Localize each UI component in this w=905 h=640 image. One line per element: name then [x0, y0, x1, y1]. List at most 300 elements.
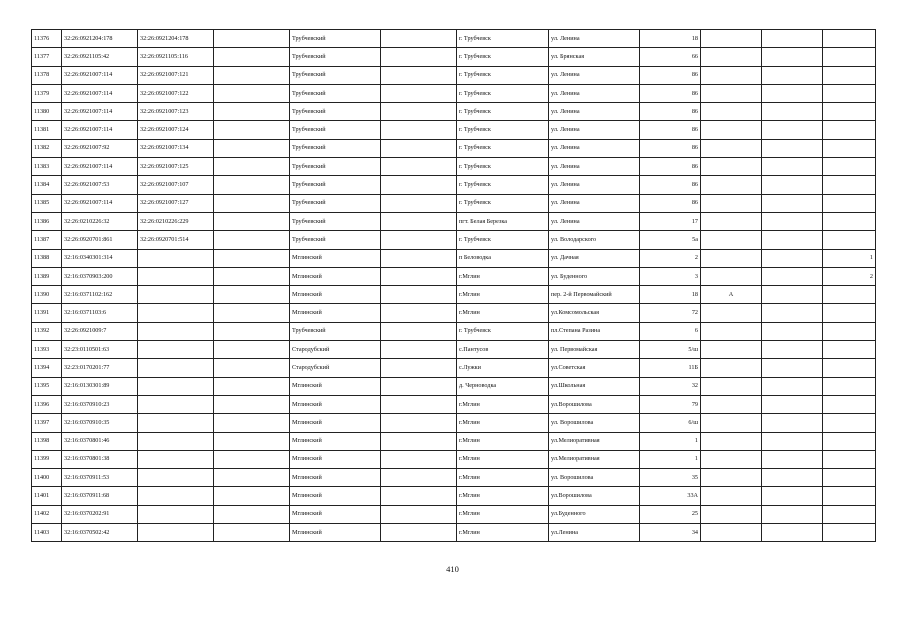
district-cell: Мглинский [290, 286, 381, 304]
building-cadastral-number-cell [138, 487, 214, 505]
blank-cell-cell [214, 377, 290, 395]
blank-cell-cell [762, 377, 823, 395]
blank-cell-cell [381, 249, 457, 267]
locality-cell: г. Трубчевск [457, 322, 549, 340]
row-number-cell: 11390 [32, 286, 62, 304]
house-number-cell: 86 [640, 66, 701, 84]
building-letter-cell [701, 414, 762, 432]
blank-cell-cell [762, 48, 823, 66]
row-number-cell: 11403 [32, 524, 62, 542]
district-cell: Трубчевский [290, 158, 381, 176]
apartment-number-cell [823, 450, 876, 468]
blank-cell-cell [381, 304, 457, 322]
apartment-number-cell [823, 194, 876, 212]
house-number-cell: 18 [640, 286, 701, 304]
blank-cell-cell [214, 194, 290, 212]
blank-cell-cell [214, 212, 290, 230]
apartment-number-cell [823, 322, 876, 340]
building-letter-cell [701, 395, 762, 413]
locality-cell: п Беловодка [457, 249, 549, 267]
district-cell: Трубчевский [290, 231, 381, 249]
table-row [32, 432, 876, 450]
blank-cell-cell [381, 341, 457, 359]
street-cell: ул. Ворошилова [549, 469, 640, 487]
street-cell: ул.Ворошилова [549, 487, 640, 505]
blank-cell-cell [381, 505, 457, 523]
building-cadastral-number-cell [138, 304, 214, 322]
district-cell: Стародубский [290, 359, 381, 377]
locality-cell: г. Трубчевск [457, 194, 549, 212]
blank-cell-cell [214, 176, 290, 194]
cadastral-number-cell: 32:26:0210226:32 [62, 212, 138, 230]
building-cadastral-number-cell: 32:26:0210226:229 [138, 212, 214, 230]
row-number-cell: 11376 [32, 30, 62, 48]
row-number-cell: 11380 [32, 103, 62, 121]
blank-cell-cell [214, 30, 290, 48]
district-cell: Мглинский [290, 377, 381, 395]
street-cell: ул. Дачная [549, 249, 640, 267]
row-number-cell: 11389 [32, 267, 62, 285]
district-cell: Мглинский [290, 487, 381, 505]
apartment-number-cell: 2 [823, 267, 876, 285]
cadastral-number-cell: 32:16:0370801:46 [62, 432, 138, 450]
street-cell: ул. Ленина [549, 158, 640, 176]
street-cell: ул.Школьная [549, 377, 640, 395]
house-number-cell: 86 [640, 103, 701, 121]
building-cadastral-number-cell: 32:26:0921007:123 [138, 103, 214, 121]
building-letter-cell [701, 176, 762, 194]
row-number-cell: 11394 [32, 359, 62, 377]
building-cadastral-number-cell [138, 469, 214, 487]
row-number-cell: 11378 [32, 66, 62, 84]
district-cell: Мглинский [290, 249, 381, 267]
table-row [32, 158, 876, 176]
blank-cell-cell [762, 194, 823, 212]
apartment-number-cell [823, 212, 876, 230]
street-cell: ул. Ленина [549, 30, 640, 48]
district-cell: Мглинский [290, 469, 381, 487]
blank-cell-cell [762, 139, 823, 157]
cadastral-number-cell: 32:26:0921007:114 [62, 84, 138, 102]
locality-cell: г. Трубчевск [457, 139, 549, 157]
building-cadastral-number-cell [138, 414, 214, 432]
street-cell: ул. Первомайская [549, 341, 640, 359]
street-cell: пл.Степана Разина [549, 322, 640, 340]
district-cell: Трубчевский [290, 121, 381, 139]
house-number-cell: 33А [640, 487, 701, 505]
district-cell: Мглинский [290, 432, 381, 450]
street-cell: пер. 2-й Первомайский [549, 286, 640, 304]
locality-cell: г.Мглин [457, 304, 549, 322]
building-letter-cell [701, 359, 762, 377]
table-row [32, 450, 876, 468]
building-cadastral-number-cell: 32:26:0921105:116 [138, 48, 214, 66]
cadastral-number-cell: 32:16:0340301:314 [62, 249, 138, 267]
blank-cell-cell [762, 212, 823, 230]
blank-cell-cell [762, 249, 823, 267]
house-number-cell: 34 [640, 524, 701, 542]
house-number-cell: 86 [640, 176, 701, 194]
house-number-cell: 1 [640, 450, 701, 468]
district-cell: Мглинский [290, 304, 381, 322]
apartment-number-cell [823, 341, 876, 359]
apartment-number-cell [823, 469, 876, 487]
house-number-cell: 86 [640, 158, 701, 176]
blank-cell-cell [214, 359, 290, 377]
cadastral-number-cell: 32:16:0371103:6 [62, 304, 138, 322]
blank-cell-cell [762, 524, 823, 542]
apartment-number-cell [823, 414, 876, 432]
blank-cell-cell [381, 359, 457, 377]
blank-cell-cell [381, 194, 457, 212]
blank-cell-cell [762, 304, 823, 322]
district-cell: Трубчевский [290, 103, 381, 121]
table-row [32, 377, 876, 395]
district-cell: Трубчевский [290, 30, 381, 48]
row-number-cell: 11386 [32, 212, 62, 230]
table-row [32, 121, 876, 139]
building-letter-cell: А [701, 286, 762, 304]
blank-cell-cell [762, 341, 823, 359]
blank-cell-cell [214, 414, 290, 432]
building-cadastral-number-cell: 32:26:0921007:121 [138, 66, 214, 84]
house-number-cell: 86 [640, 121, 701, 139]
locality-cell: г.Мглин [457, 414, 549, 432]
table-row [32, 103, 876, 121]
blank-cell-cell [762, 103, 823, 121]
blank-cell-cell [762, 267, 823, 285]
locality-cell: г.Мглин [457, 487, 549, 505]
locality-cell: г. Трубчевск [457, 231, 549, 249]
row-number-cell: 11388 [32, 249, 62, 267]
blank-cell-cell [214, 66, 290, 84]
row-number-cell: 11392 [32, 322, 62, 340]
house-number-cell: 1 [640, 432, 701, 450]
building-cadastral-number-cell: 32:26:0921007:127 [138, 194, 214, 212]
apartment-number-cell: 1 [823, 249, 876, 267]
table-row [32, 414, 876, 432]
street-cell: ул. Ленина [549, 121, 640, 139]
cadastral-number-cell: 32:23:0170201:77 [62, 359, 138, 377]
blank-cell-cell [214, 432, 290, 450]
building-cadastral-number-cell [138, 377, 214, 395]
blank-cell-cell [214, 267, 290, 285]
blank-cell-cell [381, 103, 457, 121]
house-number-cell: 2 [640, 249, 701, 267]
apartment-number-cell [823, 395, 876, 413]
locality-cell: г.Мглин [457, 450, 549, 468]
blank-cell-cell [762, 395, 823, 413]
blank-cell-cell [381, 322, 457, 340]
blank-cell-cell [381, 414, 457, 432]
page-number: 410 [446, 564, 459, 574]
building-letter-cell [701, 469, 762, 487]
street-cell: ул. Ленина [549, 139, 640, 157]
cadastral-number-cell: 32:26:0921007:114 [62, 103, 138, 121]
house-number-cell: 3 [640, 267, 701, 285]
blank-cell-cell [214, 103, 290, 121]
row-number-cell: 11391 [32, 304, 62, 322]
district-cell: Трубчевский [290, 66, 381, 84]
district-cell: Мглинский [290, 505, 381, 523]
house-number-cell: 6/ш [640, 414, 701, 432]
row-number-cell: 11387 [32, 231, 62, 249]
table-row [32, 249, 876, 267]
apartment-number-cell [823, 377, 876, 395]
table-row [32, 231, 876, 249]
building-cadastral-number-cell: 32:26:0921007:134 [138, 139, 214, 157]
blank-cell-cell [381, 524, 457, 542]
building-letter-cell [701, 524, 762, 542]
district-cell: Мглинский [290, 450, 381, 468]
building-cadastral-number-cell [138, 432, 214, 450]
locality-cell: г.Мглин [457, 395, 549, 413]
table-row [32, 286, 876, 304]
blank-cell-cell [214, 524, 290, 542]
house-number-cell: 72 [640, 304, 701, 322]
blank-cell-cell [214, 469, 290, 487]
row-number-cell: 11402 [32, 505, 62, 523]
cadastral-number-cell: 32:16:0370202:91 [62, 505, 138, 523]
cadastral-number-cell: 32:16:0370910:35 [62, 414, 138, 432]
street-cell: ул.Ворошилова [549, 395, 640, 413]
district-cell: Трубчевский [290, 176, 381, 194]
building-cadastral-number-cell: 32:26:0921007:124 [138, 121, 214, 139]
building-letter-cell [701, 377, 762, 395]
row-number-cell: 11399 [32, 450, 62, 468]
blank-cell-cell [762, 84, 823, 102]
table-row [32, 524, 876, 542]
building-letter-cell [701, 322, 762, 340]
street-cell: ул. Буденного [549, 267, 640, 285]
building-letter-cell [701, 505, 762, 523]
district-cell: Трубчевский [290, 322, 381, 340]
house-number-cell: 5/ш [640, 341, 701, 359]
cadastral-number-cell: 32:26:0921007:114 [62, 66, 138, 84]
apartment-number-cell [823, 505, 876, 523]
district-cell: Мглинский [290, 267, 381, 285]
table-row [32, 505, 876, 523]
house-number-cell: 35 [640, 469, 701, 487]
cadastral-number-cell: 32:26:0921007:92 [62, 139, 138, 157]
blank-cell-cell [381, 432, 457, 450]
building-cadastral-number-cell [138, 249, 214, 267]
house-number-cell: 32 [640, 377, 701, 395]
blank-cell-cell [214, 304, 290, 322]
street-cell: ул. Ленина [549, 212, 640, 230]
district-cell: Трубчевский [290, 194, 381, 212]
table-row [32, 194, 876, 212]
blank-cell-cell [762, 158, 823, 176]
row-number-cell: 11400 [32, 469, 62, 487]
blank-cell-cell [381, 66, 457, 84]
table-row [32, 267, 876, 285]
table-row [32, 395, 876, 413]
locality-cell: г.Мглин [457, 469, 549, 487]
building-cadastral-number-cell: 32:26:0921007:107 [138, 176, 214, 194]
apartment-number-cell [823, 432, 876, 450]
cadastral-number-cell: 32:16:0370903:200 [62, 267, 138, 285]
blank-cell-cell [762, 121, 823, 139]
building-letter-cell [701, 66, 762, 84]
street-cell: ул. Брянская [549, 48, 640, 66]
district-cell: Мглинский [290, 395, 381, 413]
building-letter-cell [701, 30, 762, 48]
building-letter-cell [701, 267, 762, 285]
blank-cell-cell [381, 212, 457, 230]
row-number-cell: 11401 [32, 487, 62, 505]
blank-cell-cell [381, 395, 457, 413]
cadastral-number-cell: 32:23:0110501:63 [62, 341, 138, 359]
locality-cell: г. Трубчевск [457, 176, 549, 194]
row-number-cell: 11384 [32, 176, 62, 194]
district-cell: Трубчевский [290, 48, 381, 66]
street-cell: ул.Ленина [549, 524, 640, 542]
cadastral-number-cell: 32:16:0370502:42 [62, 524, 138, 542]
blank-cell-cell [762, 231, 823, 249]
blank-cell-cell [214, 84, 290, 102]
blank-cell-cell [214, 249, 290, 267]
cadastral-number-cell: 32:26:0921204:178 [62, 30, 138, 48]
building-cadastral-number-cell [138, 286, 214, 304]
building-cadastral-number-cell: 32:26:0921204:178 [138, 30, 214, 48]
locality-cell: г. Трубчевск [457, 30, 549, 48]
blank-cell-cell [214, 121, 290, 139]
apartment-number-cell [823, 84, 876, 102]
street-cell: ул. Ленина [549, 194, 640, 212]
building-letter-cell [701, 139, 762, 157]
blank-cell-cell [381, 450, 457, 468]
building-cadastral-number-cell: 32:26:0921007:122 [138, 84, 214, 102]
blank-cell-cell [214, 505, 290, 523]
building-cadastral-number-cell [138, 322, 214, 340]
building-cadastral-number-cell [138, 450, 214, 468]
blank-cell-cell [381, 121, 457, 139]
locality-cell: г. Трубчевск [457, 158, 549, 176]
locality-cell: с.Лужки [457, 359, 549, 377]
table-row [32, 48, 876, 66]
blank-cell-cell [762, 30, 823, 48]
street-cell: ул. Ленина [549, 66, 640, 84]
building-letter-cell [701, 48, 762, 66]
cadastral-number-cell: 32:26:0921007:114 [62, 121, 138, 139]
row-number-cell: 11377 [32, 48, 62, 66]
row-number-cell: 11393 [32, 341, 62, 359]
row-number-cell: 11379 [32, 84, 62, 102]
table-body [32, 30, 876, 542]
apartment-number-cell [823, 231, 876, 249]
locality-cell: г.Мглин [457, 286, 549, 304]
street-cell: ул.Мелиоративная [549, 432, 640, 450]
district-cell: Трубчевский [290, 139, 381, 157]
locality-cell: с.Пантусов [457, 341, 549, 359]
blank-cell-cell [381, 176, 457, 194]
house-number-cell: 66 [640, 48, 701, 66]
table-row [32, 341, 876, 359]
apartment-number-cell [823, 30, 876, 48]
blank-cell-cell [381, 231, 457, 249]
row-number-cell: 11396 [32, 395, 62, 413]
blank-cell-cell [762, 359, 823, 377]
building-letter-cell [701, 84, 762, 102]
locality-cell: пгт. Белая Березка [457, 212, 549, 230]
building-letter-cell [701, 304, 762, 322]
apartment-number-cell [823, 139, 876, 157]
blank-cell-cell [762, 286, 823, 304]
building-letter-cell [701, 432, 762, 450]
blank-cell-cell [762, 450, 823, 468]
apartment-number-cell [823, 359, 876, 377]
apartment-number-cell [823, 103, 876, 121]
blank-cell-cell [381, 377, 457, 395]
locality-cell: г.Мглин [457, 524, 549, 542]
building-letter-cell [701, 212, 762, 230]
building-cadastral-number-cell [138, 341, 214, 359]
blank-cell-cell [214, 487, 290, 505]
blank-cell-cell [762, 176, 823, 194]
locality-cell: г.Мглин [457, 267, 549, 285]
row-number-cell: 11397 [32, 414, 62, 432]
blank-cell-cell [381, 469, 457, 487]
cadastral-number-cell: 32:26:0921105:42 [62, 48, 138, 66]
table-row [32, 139, 876, 157]
blank-cell-cell [214, 395, 290, 413]
building-cadastral-number-cell: 32:26:0921007:125 [138, 158, 214, 176]
table-row [32, 30, 876, 48]
blank-cell-cell [214, 286, 290, 304]
table-row [32, 212, 876, 230]
apartment-number-cell [823, 158, 876, 176]
blank-cell-cell [762, 487, 823, 505]
blank-cell-cell [381, 267, 457, 285]
building-cadastral-number-cell [138, 395, 214, 413]
blank-cell-cell [762, 469, 823, 487]
apartment-number-cell [823, 121, 876, 139]
blank-cell-cell [762, 414, 823, 432]
cadastral-number-cell: 32:16:0371102:162 [62, 286, 138, 304]
cadastral-number-cell: 32:26:0920701:861 [62, 231, 138, 249]
street-cell: ул.Советская [549, 359, 640, 377]
building-letter-cell [701, 450, 762, 468]
blank-cell-cell [381, 158, 457, 176]
street-cell: ул. Ворошилова [549, 414, 640, 432]
blank-cell-cell [214, 158, 290, 176]
locality-cell: г.Мглин [457, 432, 549, 450]
blank-cell-cell [762, 505, 823, 523]
blank-cell-cell [381, 487, 457, 505]
building-letter-cell [701, 158, 762, 176]
row-number-cell: 11398 [32, 432, 62, 450]
cadastral-number-cell: 32:16:0370911:68 [62, 487, 138, 505]
table-row [32, 176, 876, 194]
street-cell: ул. Ленина [549, 84, 640, 102]
building-letter-cell [701, 231, 762, 249]
row-number-cell: 11383 [32, 158, 62, 176]
blank-cell-cell [381, 139, 457, 157]
apartment-number-cell [823, 176, 876, 194]
house-number-cell: 79 [640, 395, 701, 413]
table-row [32, 84, 876, 102]
house-number-cell: 6 [640, 322, 701, 340]
blank-cell-cell [762, 66, 823, 84]
house-number-cell: 25 [640, 505, 701, 523]
house-number-cell: 5а [640, 231, 701, 249]
blank-cell-cell [381, 48, 457, 66]
register-table [31, 29, 876, 542]
table-row [32, 487, 876, 505]
street-cell: ул.Комсомольская [549, 304, 640, 322]
blank-cell-cell [214, 48, 290, 66]
